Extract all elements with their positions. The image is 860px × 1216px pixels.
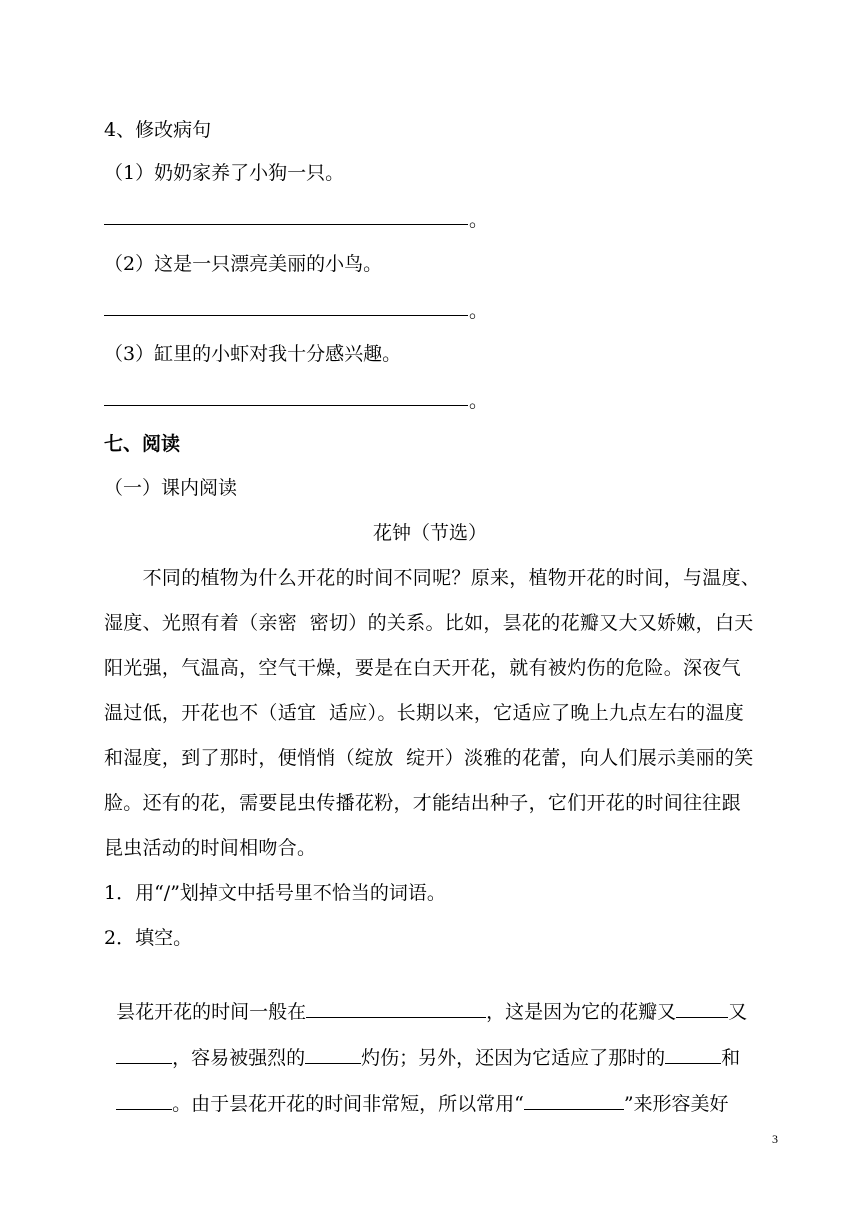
- section-4-title: 4、修改病句: [104, 119, 212, 141]
- fill-line-1-text-b: ，这是因为它的花瓣又: [486, 1001, 677, 1023]
- passage-line-2: 湿度、光照有着（亲密 密切）的关系。比如，昙花的花瓣又大又娇嫩，白天: [104, 612, 754, 634]
- passage-line-7: 昆虫活动的时间相吻合。: [104, 837, 317, 859]
- answer-line-3-period: 。: [469, 390, 489, 412]
- passage-line-3: 阳光强，气温高，空气干燥，要是在白天开花，就有被灼伤的危险。深夜气: [104, 657, 741, 679]
- fill-line-1-text-c: 又: [728, 1001, 748, 1023]
- fill-line-2-text-a: ，容易被强烈的: [172, 1047, 306, 1069]
- question-2-text: （2）这是一只漂亮美丽的小鸟。: [104, 253, 383, 275]
- answer-line-1[interactable]: [104, 224, 468, 225]
- section-7-title: 七、阅读: [104, 433, 181, 455]
- answer-line-2[interactable]: [104, 315, 468, 316]
- passage-line-6: 脸。还有的花，需要昆虫传播花粉，才能结出种子，它们开花的时间往往跟: [104, 792, 741, 814]
- fill-line-2-text-c: 和: [721, 1047, 741, 1069]
- question-fill-title: 2．填空。: [104, 927, 193, 949]
- fill-line-1-text-a: 昙花开花的时间一般在: [116, 1001, 307, 1023]
- fill-line-3-text-b: ”来形容美好: [623, 1093, 729, 1115]
- question-1-text: （1）奶奶家养了小狗一只。: [104, 162, 345, 184]
- passage-title: 花钟（节选）: [372, 522, 487, 544]
- passage-line-5: 和湿度，到了那时，便悄悄（绽放 绽开）淡雅的花蕾，向人们展示美丽的笑: [104, 747, 754, 769]
- page-number: 3: [772, 1132, 778, 1146]
- fill-line-3-text-a: 。由于昙花开花的时间非常短，所以常用“: [172, 1093, 524, 1115]
- passage-line-4: 温过低，开花也不（适宜 适应）。长期以来，它适应了晚上九点左右的温度: [104, 702, 745, 724]
- answer-line-3[interactable]: [104, 405, 468, 406]
- subsection-title: （一）课内阅读: [104, 477, 238, 499]
- passage-line-1: 不同的植物为什么开花的时间不同呢？原来，植物开花的时间，与温度、: [104, 567, 761, 589]
- answer-line-1-period: 。: [469, 209, 489, 231]
- question-strike-words: 1．用“/”划掉文中括号里不恰当的词语。: [104, 882, 446, 904]
- question-3-text: （3）缸里的小虾对我十分感兴趣。: [104, 343, 402, 365]
- fill-line-2-text-b: 灼伤；另外，还因为它适应了那时的: [361, 1047, 666, 1069]
- answer-line-2-period: 。: [469, 300, 489, 322]
- fill-blank-adapt-2[interactable]: [116, 1089, 172, 1110]
- fill-line-3: [104, 1061, 729, 1118]
- fill-blank-idiom[interactable]: [524, 1089, 624, 1110]
